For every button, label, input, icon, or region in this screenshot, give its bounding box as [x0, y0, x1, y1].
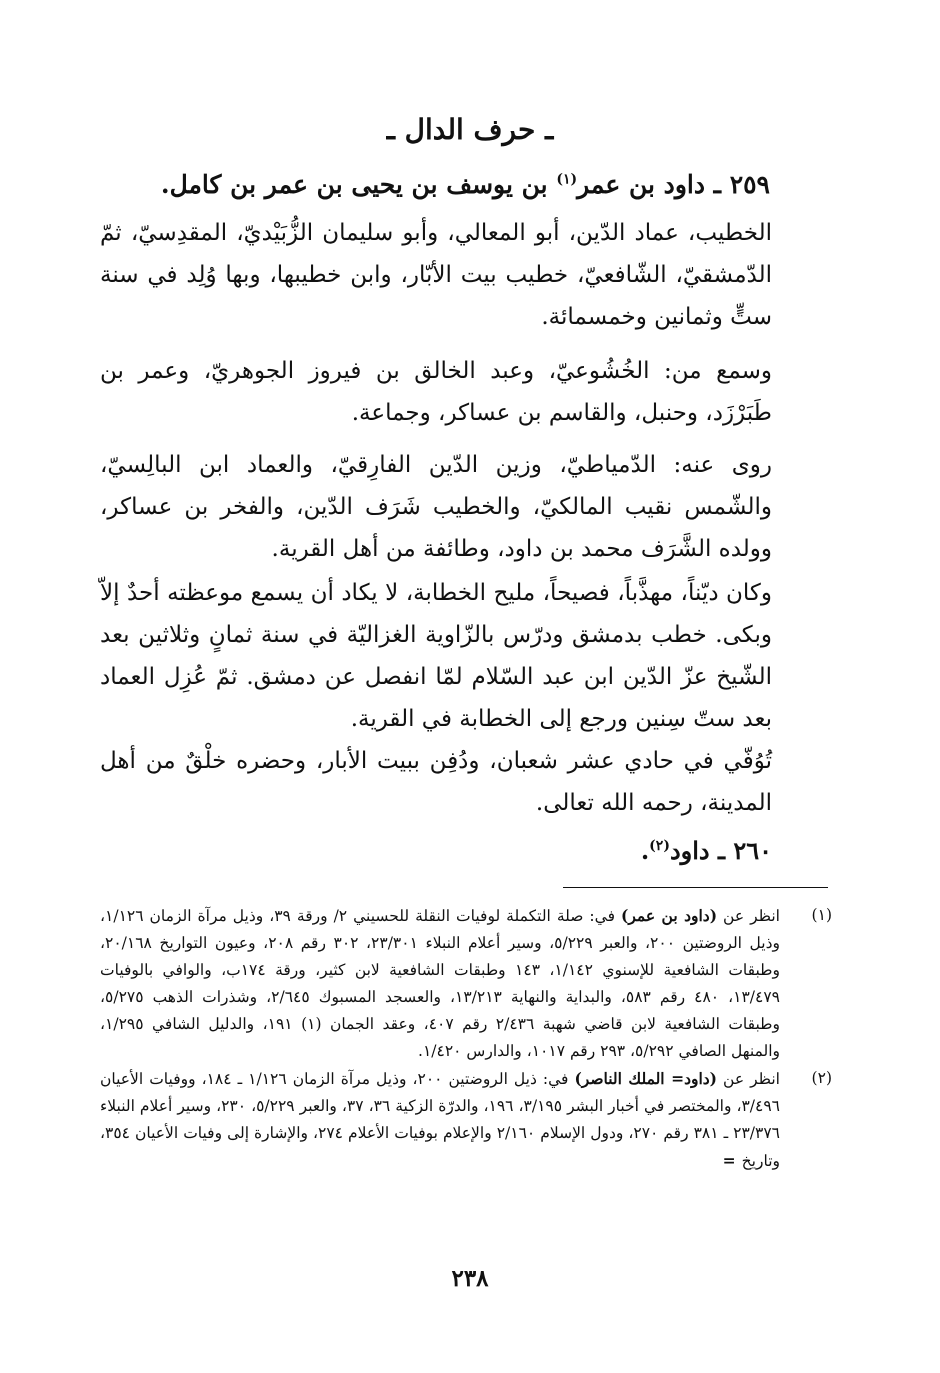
footnote-sources: في: ذيل الروضتين ٢٠٠، وذيل مرآة الزمان ١/١٢٦ ـ ١٨٤، ووفيات الأعيان ٣/٤٩٦، والمختصر في أخبار البشر ٣/١٩٥، ١٩٦، والدرّة الزكية ٣٦، ٣٧، والعبر ٥/٢٢٩، ٢٣٠، وسير أعلام النبلاء ٢٣/٣٧٦ ـ ٣٨١ رقم ٢٧٠، ودول الإسلام ٢/١٦٠ والإعلام بوفيات الأعلام ٢٧٤، والإشارة إلى وفيات الأعيان ٣٥٤، وتاريخ: [100, 1070, 781, 1170]
chapter-heading: ـ حرف الدال ـ: [386, 113, 554, 146]
biography-paragraph-4: [100, 572, 772, 740]
footnote-text: [100, 1065, 780, 1175]
footnote-number: (٢): [811, 1069, 832, 1087]
entry-260-number-name: ٢٦٠ ـ داود: [669, 836, 772, 865]
entry-259-heading: [100, 168, 770, 202]
continuation-mark: =: [722, 1151, 736, 1170]
page-number: ٢٣٨: [451, 1265, 489, 1292]
footnote-lead: انظر عن: [717, 907, 780, 925]
biography-paragraph-5: [100, 740, 772, 824]
biography-paragraph-1: [100, 212, 772, 338]
footnote-lead: انظر عن: [717, 1070, 780, 1088]
footnote-subject: (داود بن عمر): [620, 906, 718, 925]
paragraph-text: وسمع من: الخُشُوعيّ، وعبد الخالق بن فيروز الجوهريّ، وعمر بن طَبَرْزَد، وحنبل، والقاسم بن عساكر، وجماعة.: [100, 358, 772, 426]
footnote-subject: (داود= الملك الناصر): [574, 1069, 718, 1088]
entry-259-number-name: ٢٥٩ ـ داود بن عمر: [577, 170, 770, 199]
paragraph-text: تُوُفّي في حادي عشر شعبان، ودُفِن ببيت الأبار، وحضره خلْقٌ من أهل المدينة، رحمه الله تعالى.: [100, 748, 772, 816]
entry-260-heading: [641, 834, 772, 868]
footnotes-section: [100, 902, 832, 1175]
footnote-2: [100, 1065, 832, 1175]
entry-260-rest: .: [640, 836, 650, 865]
footnote-sources: في: صلة التكملة لوفيات النقلة للحسيني ٢/ ورقة ٣٩، وذيل مرآة الزمان ١/١٢٦، وذيل الروضتين ٢٠٠، والعبر ٥/٢٢٩، وسير أعلام النبلاء ٢٣/٣٠١، ٣٠٢ رقم ٢٠٨، وعيون التواريخ ٢٠/١٦٨، وطبقات الشافعية للإسنوي ١/١٤٢، ١٤٣ وطبقات الشافعية لابن كثير، ورقة ١٧٤ب، والوافي بالوفيات ١٣/٤٧٩، ٤٨٠ رقم ٥٨٣، والبداية والنهاية ١٣/٢١٣، والعسجد المسبوك ٢/٦٤٥، وشذرات الذهب ٥/٢٧٥، وطبقات الشافعية لابن قاضي شهبة ٢/٤٣٦ رقم ٤٠٧، وعقد الجمان (١) ١٩١، والدليل الشافي ١/٢٩٥، والمنهل الصافي ٥/٢٩٢، ٢٩٣ رقم ١٠١٧، والدارس ١/٤٢٠.: [100, 907, 780, 1060]
paragraph-text: وكان ديّناً، مهذَّباً، فصيحاً، مليح الخطابة، لا يكاد أن يسمع موعظته أحدٌ إلاّ وبكى. خطب بدمشق ودرّس بالزّاوية الغزاليّة في سنة ثمانٍ وثلاثين بعد الشّيخ عزّ الدّين ابن عبد السّلام لمّا انفصل عن دمشق. ثمّ عُزِل العماد بعد ستّ سِنين ورجع إلى الخطابة في القرية.: [100, 580, 772, 732]
paragraph-text: الخطيب، عماد الدّين، أبو المعالي، وأبو سليمان الزُّبَيْديّ، المقدِسيّ، ثمّ الدّمشقيّ، الشّافعيّ، خطيب بيت الأبّار، وابن خطيبها، وبها وُلِد في سنة ستٍّ وثمانين وخمسمائة.: [100, 220, 772, 330]
footnote-ref-2[interactable]: (٢): [649, 838, 670, 854]
footnote-separator: [563, 887, 828, 888]
footnote-text: [100, 902, 780, 1065]
biography-paragraph-3: [100, 444, 772, 570]
entry-259-rest: بن يوسف بن يحيى بن عمر بن كامل.: [160, 170, 557, 199]
footnote-number: (١): [811, 906, 832, 924]
biography-paragraph-2: [100, 350, 772, 434]
paragraph-text: روى عنه: الدّمياطيّ، وزين الدّين الفارِقيّ، والعماد ابن البالِسيّ، والشّمس نقيب المالكيّ، والخطيب شَرَف الدّين، والفخر بن عساكر، وولده الشَّرَف محمد بن داود، وطائفة من أهل القرية.: [100, 452, 772, 562]
footnote-ref-1[interactable]: (١): [556, 171, 578, 188]
footnote-1: [100, 902, 832, 1065]
